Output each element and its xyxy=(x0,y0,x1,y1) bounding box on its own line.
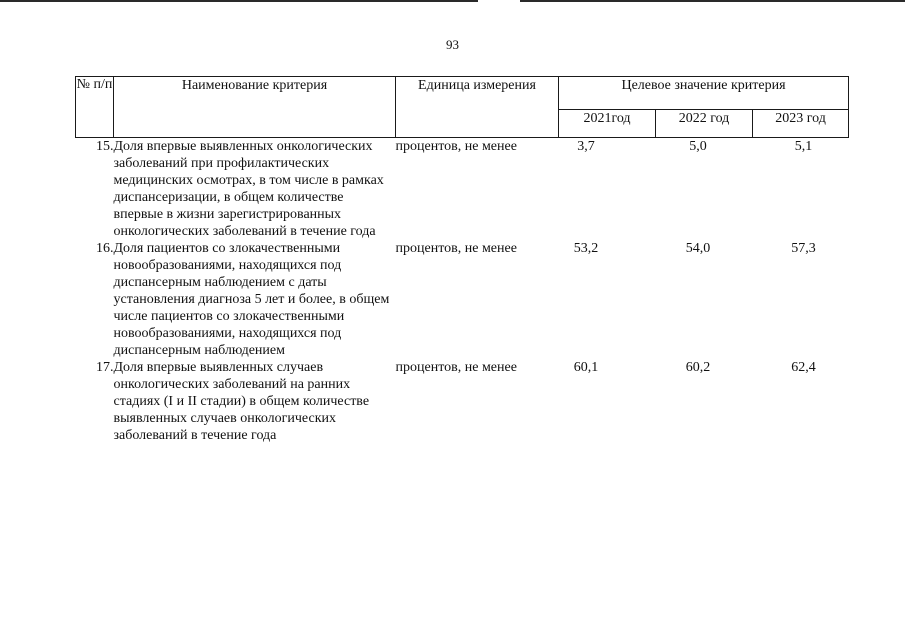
row-value-2023: 5,1 xyxy=(794,139,813,154)
row-name: Доля пациентов со злокачественными новообразованиями, находящихся под диспансерным наблюдением с даты установления диагноза 5 лет и более, в общем числе пациентов со злокачественными новообразованиями, находящихся под диспансерным наблюдением xyxy=(113,241,390,358)
header-number: № п/п xyxy=(76,77,114,138)
row-name: Доля впервые выявленных онкологических заболеваний при профилактических медицинских осмотрах, в том числе в рамках диспансеризации, в общем количестве впервые в жизни зарегистрированных онкологических заболеваний в течение года xyxy=(113,139,384,239)
header-year-2021: 2021год xyxy=(559,110,656,138)
row-value-2021: 60,1 xyxy=(573,360,599,375)
row-unit: процентов, не менее xyxy=(395,360,517,375)
header-target: Целевое значение критерия xyxy=(559,77,849,110)
table-header xyxy=(76,77,849,138)
table-row xyxy=(76,240,849,359)
table-row xyxy=(76,138,849,241)
row-value-2022: 60,2 xyxy=(685,360,711,375)
row-name: Доля впервые выявленных случаев онкологических заболеваний на ранних стадиях (I и II стадии) в общем количестве выявленных случаев онкологических заболеваний в течение года xyxy=(113,360,370,443)
row-value-2022: 54,0 xyxy=(685,241,711,256)
table-body xyxy=(76,138,849,445)
header-year-2023: 2023 год xyxy=(753,110,849,138)
row-value-2021: 3,7 xyxy=(577,139,595,154)
row-unit: процентов, не менее xyxy=(395,139,517,154)
row-value-2021: 53,2 xyxy=(573,241,599,256)
row-number: 15. xyxy=(96,139,114,154)
table-row xyxy=(76,359,849,444)
header-name: Наименование критерия xyxy=(114,77,396,138)
scan-edge-left xyxy=(0,0,478,2)
row-value-2023: 62,4 xyxy=(791,360,816,375)
header-unit: Единица измерения xyxy=(396,77,559,138)
scan-edge-right xyxy=(520,0,905,2)
page-number: 93 xyxy=(446,37,459,52)
criteria-table xyxy=(75,76,849,444)
header-year-2022: 2022 год xyxy=(656,110,753,138)
row-unit: процентов, не менее xyxy=(395,241,517,256)
row-value-2023: 57,3 xyxy=(791,241,816,256)
row-number: 16. xyxy=(96,241,114,256)
row-number: 17. xyxy=(96,360,114,375)
row-value-2022: 5,0 xyxy=(689,139,707,154)
